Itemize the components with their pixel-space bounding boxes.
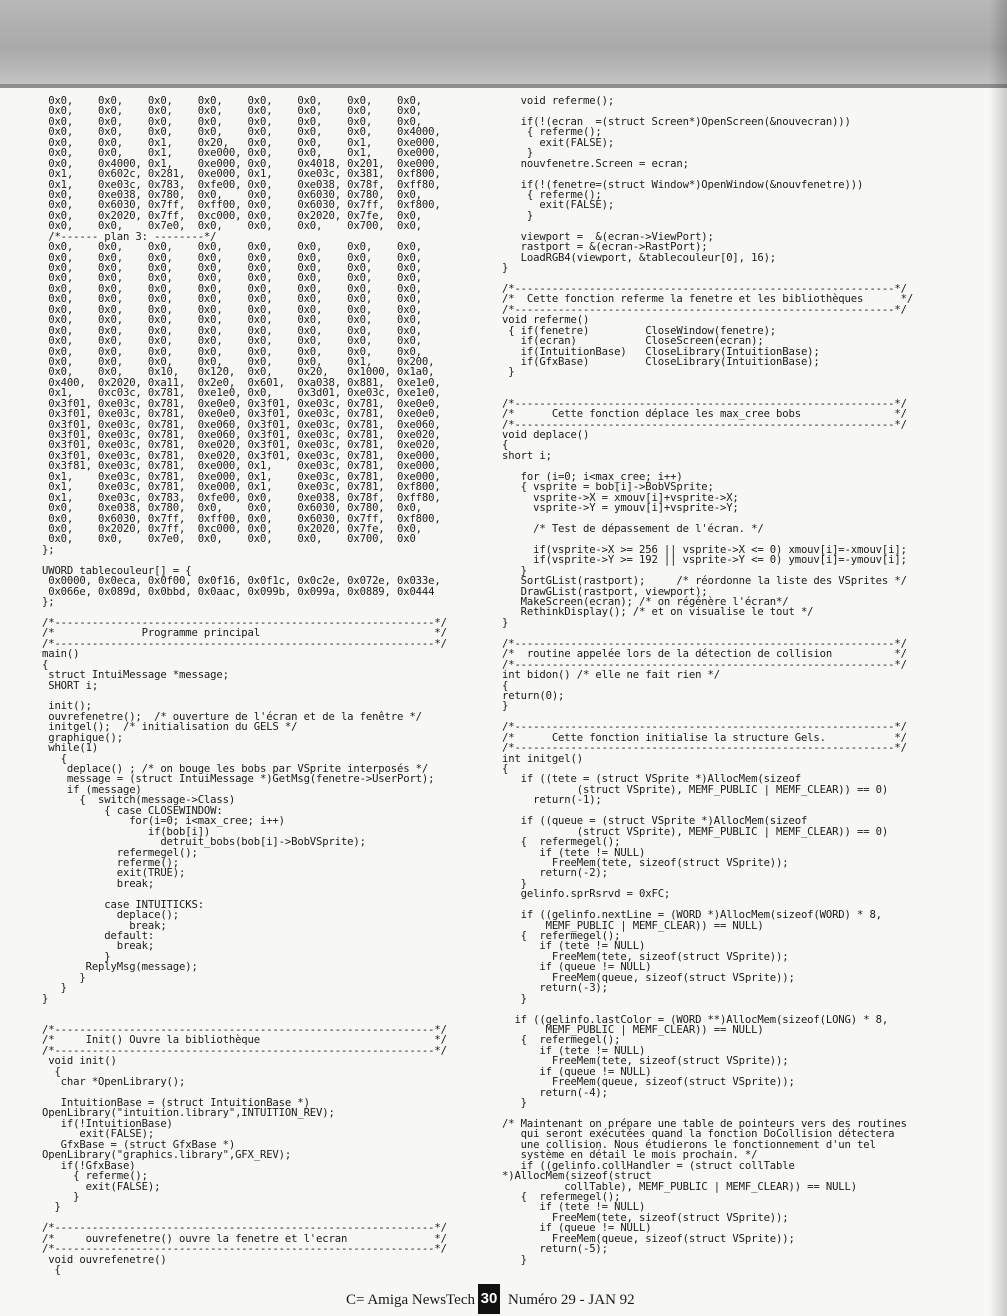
page-number: 30 xyxy=(478,1284,500,1314)
code-line: { xyxy=(42,1264,61,1276)
code-line: 0x066e, 0x089d, 0x0bbd, 0x0aac, 0x099b, 0x099a, 0x0889, 0x0444 xyxy=(42,585,435,598)
code-line: /* Maintenant on prépare une table de pointeurs vers des routines xyxy=(502,1117,907,1130)
code-line: refermegel(); xyxy=(42,846,198,859)
code-line: char *OpenLibrary(); xyxy=(42,1076,186,1089)
code-line: case INTUITICKS: xyxy=(42,898,204,911)
code-line: une collision. Nous étudierons le fonctionnement d'un tel xyxy=(502,1138,876,1151)
code-line xyxy=(502,378,952,388)
code-line: 0x0, 0x0, 0x0, 0x0, 0x0, 0x0, 0x0, 0x0, xyxy=(42,241,422,254)
code-line: /* Cette fonction déplace les max_cree bobs */ xyxy=(502,408,907,421)
code-line: while(1) xyxy=(42,742,99,755)
code-line: exit(FALSE); xyxy=(502,199,615,212)
code-line: nouvfenetre.Screen = ecran; xyxy=(502,157,689,170)
code-line: /*-------------------------------------------------------------*/ xyxy=(42,616,447,629)
code-line: 0x0, 0x6030, 0x7ff, 0xff00, 0x0, 0x6030, 0x7ff, 0xf800, xyxy=(42,512,441,525)
code-line: if(vsprite->X >= 256 || vsprite->X <= 0) xmouv[i]=-xmouv[i]; xyxy=(502,543,907,556)
code-line: 0x0, 0x0, 0x0, 0x0, 0x0, 0x0, 0x0, 0x0, xyxy=(42,272,422,285)
code-line: init(); xyxy=(42,700,92,713)
code-line: return(-4); xyxy=(502,1086,608,1099)
code-line: /*-------------------------------------------------------------*/ xyxy=(502,418,907,431)
code-line: FreeMem(tete, sizeof(struct VSprite)); xyxy=(502,1211,789,1224)
code-line: 0x0, 0x0, 0x10, 0x120, 0x0, 0x20, 0x1000, 0x1a0, xyxy=(42,366,435,379)
code-line: if (tete != NULL) xyxy=(502,1201,646,1214)
code-line: exit(TRUE); xyxy=(42,867,186,880)
code-line: graphique(); xyxy=(42,731,123,744)
code-line: 0x0, 0x0, 0x0, 0x0, 0x0, 0x0, 0x0, 0x0, xyxy=(42,251,422,264)
page-footer xyxy=(0,1284,1007,1314)
code-line: 0x0, 0x2020, 0x7ff, 0xc000, 0x0, 0x2020, 0x7fe, 0x0, xyxy=(42,522,422,535)
code-line: 0x0, 0x0, 0x0, 0x0, 0x0, 0x0, 0x0, 0x0, xyxy=(42,262,422,274)
code-line: 0x3f01, 0xe03c, 0x781, 0xe0e0, 0x3f01, 0xe03c, 0x781, 0xe0e0, xyxy=(42,408,441,421)
code-line: if ((gelinfo.lastColor = (WORD **)AllocMem(sizeof(LONG) * 8, xyxy=(502,1013,889,1026)
code-line: referme(); xyxy=(42,856,180,869)
code-line: 0x0, 0x0, 0x0, 0x0, 0x0, 0x0, 0x0, 0x0, xyxy=(42,115,422,128)
code-line: 0x0, 0x0, 0x7e0, 0x0, 0x0, 0x0, 0x700, 0x0, xyxy=(42,220,422,233)
code-line: void ouvrefenetre() xyxy=(42,1253,167,1266)
code-line: exit(FALSE); xyxy=(42,1180,161,1193)
code-line: } xyxy=(42,950,111,963)
code-line: ouvrefenetre(); /* ouverture de l'écran et de la fenêtre */ xyxy=(42,710,422,723)
code-line: { case CLOSEWINDOW: xyxy=(42,804,223,817)
code-line: /* Init() Ouvre la bibliothèque */ xyxy=(42,1034,447,1047)
code-line: int bidon() /* elle ne fait rien */ xyxy=(502,669,720,682)
code-line: deplace() ; /* on bouge les bobs par VSprite interposés */ xyxy=(42,763,429,775)
code-line: gelinfo.sprRsrvd = 0xFC; xyxy=(502,888,671,901)
code-line: if (tete != NULL) xyxy=(502,846,646,859)
magazine-name: C= Amiga NewsTech xyxy=(345,1292,475,1308)
code-line: { refermegel(); xyxy=(502,1190,621,1203)
code-line: 0x3f01, 0xe03c, 0x781, 0xe060, 0x3f01, 0xe03c, 0x781, 0xe020, xyxy=(42,429,441,441)
code-line: /*-------------------------------------------------------------*/ xyxy=(502,397,907,410)
code-line: 0x3f81, 0xe03c, 0x781, 0xe000, 0x1, 0xe03c, 0x781, 0xe000, xyxy=(42,460,441,473)
code-line: FreeMem(queue, sizeof(struct VSprite)); xyxy=(502,1076,795,1089)
code-line: 0x0, 0x4000, 0x1, 0xe000, 0x0, 0x4018, 0x201, 0xe000, xyxy=(42,157,441,170)
code-line: } xyxy=(502,147,534,160)
code-line: void referme() xyxy=(502,314,590,327)
code-line: { xyxy=(42,752,67,765)
code-line: 0x0, 0x0, 0x0, 0x0, 0x0, 0x0, 0x0, 0x0, xyxy=(42,345,422,358)
code-line: } xyxy=(502,366,515,379)
code-line: /*-------------------------------------------------------------*/ xyxy=(502,721,907,734)
code-line: 0x0, 0x0, 0x0, 0x0, 0x0, 0x0, 0x0, 0x0, xyxy=(42,314,422,327)
code-line: 0x0, 0x0, 0x0, 0x0, 0x0, 0x0, 0x0, 0x0, xyxy=(42,303,422,316)
code-line: 0x0, 0x0, 0x0, 0x0, 0x0, 0x0, 0x0, 0x0, xyxy=(42,293,422,306)
code-line: message = (struct IntuiMessage *)GetMsg(fenetre->UserPort); xyxy=(42,773,435,786)
code-line: if(GfxBase) CloseLibrary(IntuitionBase); xyxy=(502,355,820,368)
code-line: initgel(); /* initialisation du GELS */ xyxy=(42,721,298,734)
code-line xyxy=(502,1004,952,1014)
code-line: exit(FALSE); xyxy=(502,136,615,149)
code-line: if (tete != NULL) xyxy=(502,940,646,953)
code-line: break; xyxy=(42,940,155,953)
code-line: MEMF_PUBLIC | MEMF_CLEAR)) == NULL) xyxy=(502,1023,764,1036)
code-line: { xyxy=(502,763,509,775)
code-line: if(ecran) CloseScreen(ecran); xyxy=(502,335,764,348)
code-line: /* Programme principal */ xyxy=(42,627,447,640)
code-line: qui seront exécutées quand la fonction DoCollision détectera xyxy=(502,1128,895,1141)
code-line: { xyxy=(42,658,49,671)
code-line: void deplace() xyxy=(502,429,590,441)
code-line: { referme(); xyxy=(42,1170,148,1183)
code-line: if(vsprite->Y >= 192 || vsprite->Y <= 0) ymouv[i]=-ymouv[i]; xyxy=(502,554,907,567)
code-line: 0x0000, 0x0eca, 0x0f00, 0x0f16, 0x0f1c, 0x0c2e, 0x072e, 0x033e, xyxy=(42,575,441,588)
code-line: MakeScreen(ecran); /* on régénère l'écran*/ xyxy=(502,596,789,608)
code-line: 0x0, 0xe038, 0x780, 0x0, 0x0, 0x6030, 0x780, 0x0, xyxy=(42,188,422,201)
code-column-left xyxy=(42,96,482,1275)
code-line: return(-5); xyxy=(502,1243,608,1256)
code-line: if(!(ecran =(struct Screen*)OpenScreen(&nouvecran))) xyxy=(502,115,851,128)
code-line: 0x0, 0x0, 0x0, 0x0, 0x0, 0x0, 0x0, 0x4000, xyxy=(42,126,441,139)
code-line: OpenLibrary("graphics.library",GFX_REV); xyxy=(42,1149,292,1162)
code-line: RethinkDisplay(); /* et on visualise le tout */ xyxy=(502,606,814,619)
code-line: /* Cette fonction initialise la structure Gels. */ xyxy=(502,731,907,744)
code-line: /*-------------------------------------------------------------*/ xyxy=(42,1044,447,1057)
code-line: detruit_bobs(bob[i]->BobVSprite); xyxy=(42,836,366,849)
code-line: { switch(message->Class) xyxy=(42,794,236,807)
code-line: } xyxy=(502,1253,527,1266)
code-line: if(!GfxBase) xyxy=(42,1159,136,1172)
code-line: 0x0, 0x0, 0x0, 0x0, 0x0, 0x0, 0x0, 0x0, xyxy=(42,324,422,337)
code-line: if(bob[i]) xyxy=(42,825,211,838)
code-line: if(!(fenetre=(struct Window*)OpenWindow(&nouvfenetre))) xyxy=(502,178,864,191)
code-line: (struct VSprite), MEMF_PUBLIC | MEMF_CLEAR)) == 0) xyxy=(502,783,889,796)
code-line: GfxBase = (struct GfxBase *) xyxy=(42,1138,236,1151)
code-line: rastport = &(ecran->RastPort); xyxy=(502,241,708,254)
code-line: 0x1, 0xe03c, 0x781, 0xe000, 0x1, 0xe03c, 0x781, 0xf800, xyxy=(42,481,441,494)
code-line: return(-1); xyxy=(502,794,602,807)
code-line: 0x0, 0x0, 0x0, 0x0, 0x0, 0x0, 0x1, 0x200, xyxy=(42,355,435,368)
code-column-right xyxy=(502,96,952,1265)
code-line: /* routine appelée lors de la détection de collision */ xyxy=(502,648,907,661)
code-line: if ((gelinfo.collHandler = (struct collTable xyxy=(502,1159,795,1172)
code-line: if (queue != NULL) xyxy=(502,961,652,974)
code-line: SortGList(rastport); /* réordonne la liste des VSprites */ xyxy=(502,575,907,588)
code-line: système en détail le mois prochain. */ xyxy=(502,1149,758,1162)
code-line: 0x0, 0x0, 0x1, 0x20, 0x0, 0x0, 0x1, 0xe000, xyxy=(42,136,441,149)
code-line: } xyxy=(42,1201,61,1214)
code-line: /*-------------------------------------------------------------*/ xyxy=(502,658,907,671)
code-line: } xyxy=(502,209,534,222)
code-line: /* Cette fonction referme la fenetre et les bibliothèques */ xyxy=(502,293,914,306)
code-line: 0x3f01, 0xe03c, 0x781, 0xe020, 0x3f01, 0xe03c, 0x781, 0xe020, xyxy=(42,439,441,452)
code-line: collTable), MEMF_PUBLIC | MEMF_CLEAR)) == NULL) xyxy=(502,1180,857,1193)
code-line: 0x400, 0x2020, 0xa11, 0x2e0, 0x601, 0xa038, 0x881, 0xe1e0, xyxy=(42,376,441,389)
code-line: } xyxy=(502,992,527,1005)
code-line: 0x0, 0x0, 0x1, 0xe000, 0x0, 0x0, 0x1, 0xe000, xyxy=(42,147,441,160)
code-line: 0x1, 0xe03c, 0x781, 0xe000, 0x1, 0xe03c, 0x781, 0xe000, xyxy=(42,470,441,483)
code-line: { vsprite = bob[i]->BobVSprite; xyxy=(502,481,714,494)
code-line: /*-------------------------------------------------------------*/ xyxy=(42,1222,447,1235)
code-line: 0x1, 0x602c, 0x281, 0xe000, 0x1, 0xe03c, 0x381, 0xf800, xyxy=(42,168,441,181)
code-line: if (queue != NULL) xyxy=(502,1222,652,1235)
code-line: (struct VSprite), MEMF_PUBLIC | MEMF_CLEAR)) == 0) xyxy=(502,825,889,838)
code-line: FreeMem(tete, sizeof(struct VSprite)); xyxy=(502,1055,789,1068)
code-line: /* ouvrefenetre() ouvre la fenetre et l'ecran */ xyxy=(42,1232,447,1245)
code-line: 0x0, 0xe038, 0x780, 0x0, 0x0, 0x6030, 0x780, 0x0, xyxy=(42,502,422,515)
code-line: }; xyxy=(42,543,55,556)
code-line: 0x1, 0xe03c, 0x783, 0xfe00, 0x0, 0xe038, 0x78f, 0xff80, xyxy=(42,491,441,504)
code-line: break; xyxy=(42,877,155,890)
code-line: UWORD tablecouleur[] = { xyxy=(42,564,192,577)
code-line: /*-------------------------------------------------------------*/ xyxy=(502,637,907,650)
code-line: if(IntuitionBase) CloseLibrary(IntuitionBase); xyxy=(502,345,820,358)
code-line: /*-------------------------------------------------------------*/ xyxy=(42,637,447,650)
code-line: } xyxy=(502,262,509,274)
code-line: 0x1, 0xe03c, 0x783, 0xfe00, 0x0, 0xe038, 0x78f, 0xff80, xyxy=(42,178,441,191)
code-line: /*-------------------------------------------------------------*/ xyxy=(502,303,907,316)
code-line: { xyxy=(502,679,509,692)
code-line: { refermegel(); xyxy=(502,930,621,942)
code-line: 0x0, 0x0, 0x7e0, 0x0, 0x0, 0x0, 0x700, 0x0 xyxy=(42,533,416,546)
code-line: void referme(); xyxy=(502,95,615,107)
issue-info: Numéro 29 - JAN 92 xyxy=(508,1292,635,1308)
code-line: return(0); xyxy=(502,689,565,702)
code-line: for(i=0; i<max_cree; i++) xyxy=(42,815,285,828)
code-line: 0x0, 0x0, 0x0, 0x0, 0x0, 0x0, 0x0, 0x0, xyxy=(42,335,422,348)
code-line: break; xyxy=(42,919,167,932)
page-header-band xyxy=(0,0,1007,88)
code-line: { xyxy=(42,1065,61,1078)
code-line: { referme(); xyxy=(502,126,602,139)
code-line: /*-------------------------------------------------------------*/ xyxy=(502,742,907,755)
code-line: /*-------------------------------------------------------------*/ xyxy=(42,1023,447,1036)
page-edge-shadow xyxy=(989,0,1007,1316)
code-line: vsprite->Y = ymouv[i]+vsprite->Y; xyxy=(502,502,739,515)
code-line: DrawGList(rastport, viewport); xyxy=(502,585,708,598)
code-line: if(!IntuitionBase) xyxy=(42,1117,173,1130)
code-line: if (queue != NULL) xyxy=(502,1065,652,1078)
code-line: deplace(); xyxy=(42,909,180,922)
code-line: 0x1, 0xc03c, 0x781, 0xe1e0, 0x0, 0x3d01, 0xe03c, 0xe1e0, xyxy=(42,387,441,400)
code-line: /*-------------------------------------------------------------*/ xyxy=(42,1243,447,1256)
code-line: short i; xyxy=(502,449,552,462)
code-line: MEMF_PUBLIC | MEMF_CLEAR)) == NULL) xyxy=(502,919,764,932)
code-line: IntuitionBase = (struct IntuitionBase *) xyxy=(42,1097,310,1109)
code-line: 0x3f01, 0xe03c, 0x781, 0xe0e0, 0x3f01, 0xe03c, 0x781, 0xe0e0, xyxy=(42,397,441,410)
code-line: { referme(); xyxy=(502,188,602,201)
code-line: int initgel() xyxy=(502,752,583,765)
code-line: *)AllocMem(sizeof(struct xyxy=(502,1170,652,1183)
code-line: } xyxy=(42,992,49,1005)
code-line: void init() xyxy=(42,1055,117,1068)
code-line: if (tete != NULL) xyxy=(502,1044,646,1057)
code-line: exit(FALSE); xyxy=(42,1128,155,1141)
code-line: } xyxy=(42,982,67,995)
code-line: FreeMem(queue, sizeof(struct VSprite)); xyxy=(502,1232,795,1245)
code-line: 0x3f01, 0xe03c, 0x781, 0xe060, 0x3f01, 0xe03c, 0x781, 0xe060, xyxy=(42,418,441,431)
code-line: } xyxy=(502,564,527,577)
code-line: SHORT i; xyxy=(42,679,99,692)
code-line: /*------ plan 3: --------*/ xyxy=(42,230,217,243)
code-line: FreeMem(tete, sizeof(struct VSprite)); xyxy=(502,950,789,963)
code-line: } xyxy=(502,877,527,890)
code-line: /* Test de dépassement de l'écran. */ xyxy=(502,522,764,535)
code-line: } xyxy=(502,700,509,713)
code-line: vsprite->X = xmouv[i]+vsprite->X; xyxy=(502,491,739,504)
code-line: if (message) xyxy=(42,783,142,796)
code-line: FreeMem(queue, sizeof(struct VSprite)); xyxy=(502,971,795,984)
code-line: 0x3f01, 0xe03c, 0x781, 0xe020, 0x3f01, 0xe03c, 0x781, 0xe000, xyxy=(42,449,441,462)
code-line xyxy=(502,169,952,179)
code-line: /*-------------------------------------------------------------*/ xyxy=(502,282,907,295)
code-line: 0x0, 0x6030, 0x7ff, 0xff00, 0x0, 0x6030, 0x7ff, 0xf800, xyxy=(42,199,441,212)
code-line: } xyxy=(502,616,509,629)
code-line: struct IntuiMessage *message; xyxy=(42,669,229,682)
code-line: if ((queue = (struct VSprite *)AllocMem(sizeof xyxy=(502,815,808,828)
code-line: 0x0, 0x0, 0x0, 0x0, 0x0, 0x0, 0x0, 0x0, xyxy=(42,95,422,107)
code-line: OpenLibrary("intuition.library",INTUITION_REV); xyxy=(42,1107,335,1120)
code-line: if ((gelinfo.nextLine = (WORD *)AllocMem(sizeof(WORD) * 8, xyxy=(502,909,882,922)
code-line: return(-2); xyxy=(502,867,608,880)
code-line: ReplyMsg(message); xyxy=(42,961,198,974)
code-line: return(-3); xyxy=(502,982,608,995)
code-line: { xyxy=(502,439,509,452)
code-line: 0x0, 0x2020, 0x7ff, 0xc000, 0x0, 0x2020, 0x7fe, 0x0, xyxy=(42,209,422,222)
code-line: { refermegel(); xyxy=(502,1034,621,1047)
code-line: LoadRGB4(viewport, &tablecouleur[0], 16); xyxy=(502,251,777,264)
code-line: } xyxy=(42,1190,80,1203)
code-line: default: xyxy=(42,930,155,942)
code-line: for (i=0; i<max_cree; i++) xyxy=(502,470,683,483)
code-line: if ((tete = (struct VSprite *)AllocMem(sizeof xyxy=(502,773,801,786)
code-line: 0x0, 0x0, 0x0, 0x0, 0x0, 0x0, 0x0, 0x0, xyxy=(42,282,422,295)
code-line: viewport = &(ecran->ViewPort); xyxy=(502,230,714,243)
code-line: } xyxy=(502,1097,527,1109)
code-line: } xyxy=(42,971,86,984)
code-line: { if(fenetre) CloseWindow(fenetre); xyxy=(502,324,777,337)
code-line: }; xyxy=(42,596,55,608)
code-line: main() xyxy=(42,648,80,661)
code-line xyxy=(42,691,482,701)
code-line xyxy=(42,1004,482,1014)
code-line: FreeMem(tete, sizeof(struct VSprite)); xyxy=(502,856,789,869)
code-line: 0x0, 0x0, 0x0, 0x0, 0x0, 0x0, 0x0, 0x0, xyxy=(42,105,422,118)
code-line: { refermegel(); xyxy=(502,836,621,849)
